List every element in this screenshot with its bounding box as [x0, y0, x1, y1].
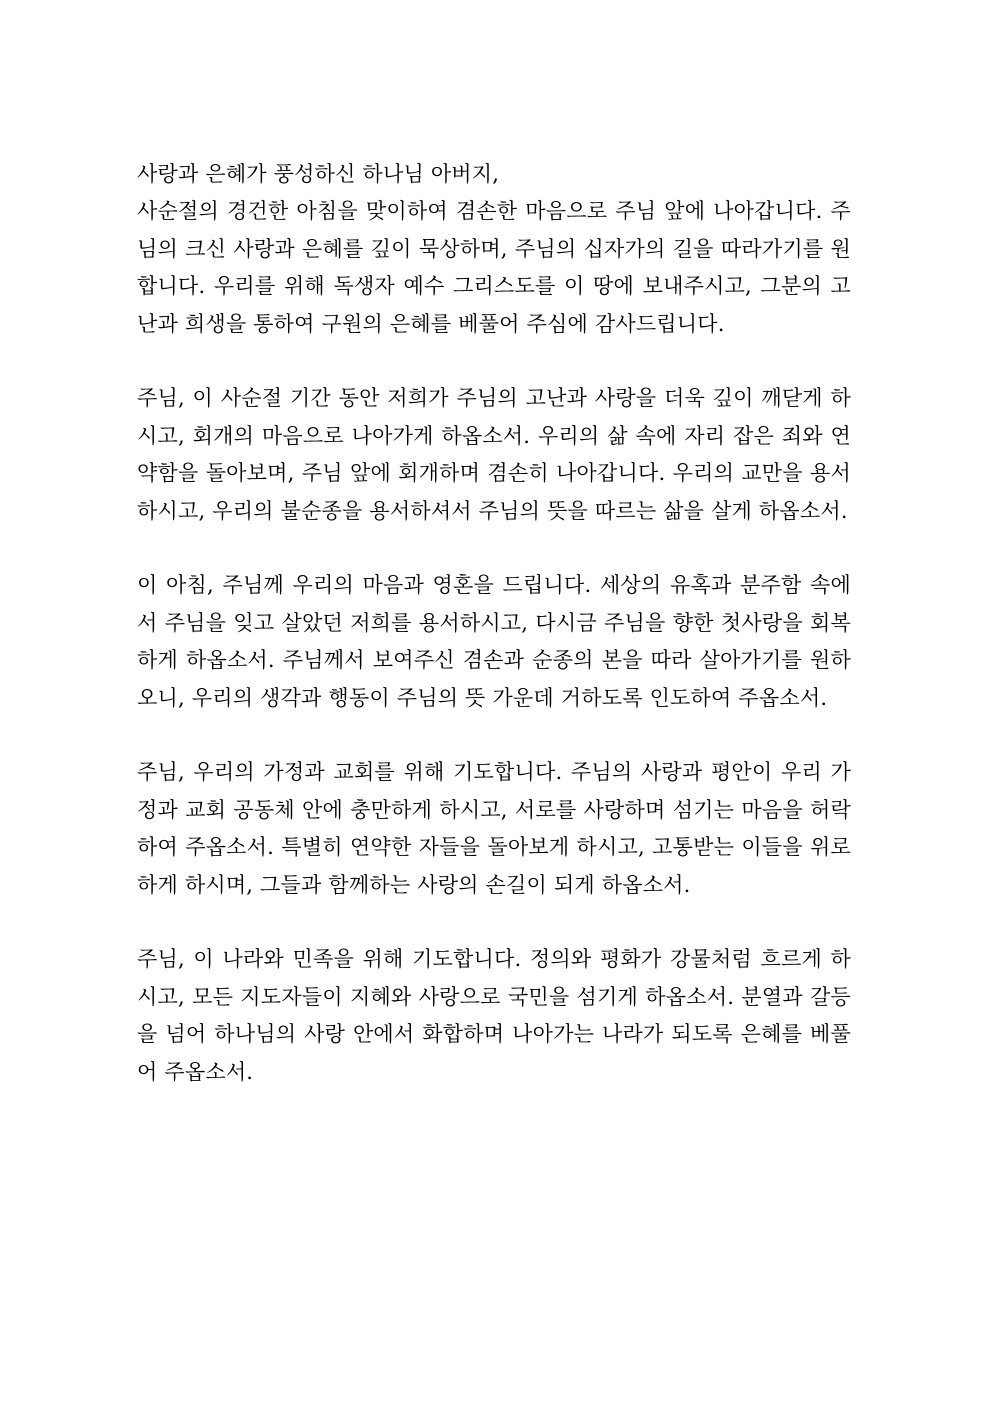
paragraph-opening: 사순절의 경건한 아침을 맞이하여 겸손한 마음으로 주님 앞에 나아갑니다. 주님의 크신 사랑과 은혜를 깊이 묵상하며, 주님의 십자가의 길을 따라가기를 원합니다. 우리를 위해 독생자 예수 그리스도를 이 땅에 보내주시고, 그분의 고난과 희생을 통하여 구원의 은혜를 베풀어 주심에 감사드립니다.: [137, 199, 851, 336]
paragraph-family-church: 주님, 우리의 가정과 교회를 위해 기도합니다. 주님의 사랑과 평안이 우리 가정과 교회 공동체 안에 충만하게 하시고, 서로를 사랑하며 섬기는 마음을 허락하여 주옵소서. 특별히 연약한 자들을 돌아보게 하시고, 고통받는 이들을 위로하게 하시며, 그들과 함께하는 사랑의 손길이 되게 하옵소서.: [137, 760, 851, 897]
paragraph-salutation: 사랑과 은혜가 풍성하신 하나님 아버지,: [137, 162, 500, 186]
paragraph-repentance: 주님, 이 사순절 기간 동안 저희가 주님의 고난과 사랑을 더욱 깊이 깨닫게 하시고, 회개의 마음으로 나아가게 하옵소서. 우리의 삶 속에 자리 잡은 죄와 연약함을 돌아보며, 주님 앞에 회개하며 겸손히 나아갑니다. 우리의 교만을 용서하시고, 우리의 불순종을 용서하셔서 주님의 뜻을 따르는 삶을 살게 하옵소서.: [137, 386, 851, 523]
paragraph-nation: 주님, 이 나라와 민족을 위해 기도합니다. 정의와 평화가 강물처럼 흐르게 하시고, 모든 지도자들이 지혜와 사랑으로 국민을 섬기게 하옵소서. 분열과 갈등을 넘어 하나님의 사랑 안에서 화합하며 나아가는 나라가 되도록 은혜를 베풀어 주옵소서.: [137, 947, 851, 1084]
document-page: [137, 156, 851, 1091]
paragraph-devotion: 이 아침, 주님께 우리의 마음과 영혼을 드립니다. 세상의 유혹과 분주함 속에서 주님을 잊고 살았던 저희를 용서하시고, 다시금 주님을 향한 첫사랑을 회복하게 하옵소서. 주님께서 보여주신 겸손과 순종의 본을 따라 살아가기를 원하오니, 우리의 생각과 행동이 주님의 뜻 가운데 거하도록 인도하여 주옵소서.: [137, 573, 851, 710]
